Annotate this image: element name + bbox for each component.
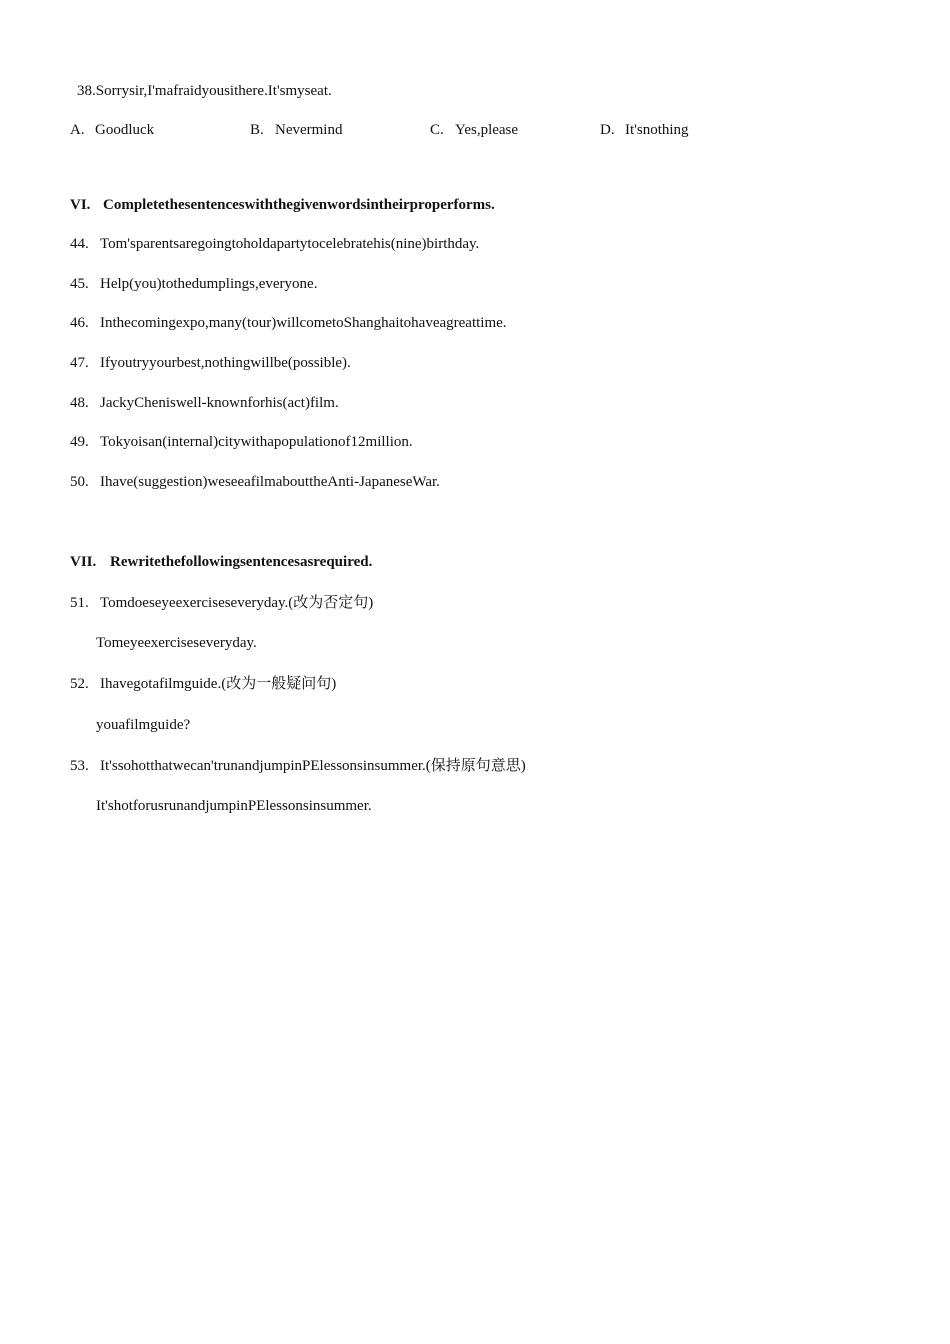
option-letter: A. [70, 122, 85, 138]
question-44 [70, 234, 479, 254]
question-50 [70, 472, 440, 492]
question-number: 51. [70, 595, 89, 611]
question-46 [70, 313, 507, 333]
question-text: It'ssohotthatwecan'trunandjumpinPElessonsinsummer.(保持原句意思) [100, 758, 526, 774]
option-letter: D. [600, 122, 615, 138]
option-c [430, 120, 518, 140]
option-b [250, 120, 342, 140]
answer-line-53: It'shotforusrunandjumpinPElessonsinsummer. [96, 798, 372, 814]
question-number: 48. [70, 395, 89, 411]
question-number: 46. [70, 315, 89, 331]
option-d [600, 120, 689, 140]
option-text: It'snothing [625, 122, 689, 138]
question-number: 45. [70, 276, 89, 292]
option-letter: B. [250, 122, 264, 138]
option-text: Nevermind [275, 122, 343, 138]
section-number: VI. [70, 197, 91, 213]
question-number: 53. [70, 758, 89, 774]
question-text: Ifyoutryyourbest,nothingwillbe(possible). [100, 355, 351, 371]
question-38-stem: 38.Sorrysir,I'mafraidyousithere.It'smyseat. [77, 83, 332, 99]
answer-line-51: Tomeyeexerciseseveryday. [96, 635, 257, 651]
question-text: Tokyoisan(internal)citywithapopulationof12million. [100, 434, 413, 450]
question-52 [70, 674, 336, 694]
option-text: Goodluck [95, 122, 155, 138]
question-text: Help(you)tothedumplings,everyone. [100, 276, 318, 292]
section-title: Completethesentenceswiththegivenwordsintheirproperforms. [103, 197, 495, 213]
question-text: Inthecomingexpo,many(tour)willcometoShanghaitohaveagreattime. [100, 315, 507, 331]
question-number: 44. [70, 236, 89, 252]
option-letter: C. [430, 122, 444, 138]
question-text: JackyCheniswell-knownforhis(act)film. [100, 395, 339, 411]
question-text: Ihave(suggestion)weseeafilmabouttheAnti-JapaneseWar. [100, 474, 440, 490]
question-48 [70, 393, 339, 413]
question-text: Tom'sparentsaregoingtoholdapartytocelebratehis(nine)birthday. [100, 236, 480, 252]
question-45 [70, 274, 317, 294]
question-number: 52. [70, 676, 89, 692]
question-number: 50. [70, 474, 89, 490]
question-text: Ihavegotafilmguide.(改为一般疑问句) [100, 676, 337, 692]
question-47 [70, 353, 351, 373]
question-text: Tomdoeseyeexerciseseveryday.(改为否定句) [100, 595, 374, 611]
section-number: VII. [70, 554, 97, 570]
option-a [70, 120, 154, 140]
option-text: Yes,please [455, 122, 519, 138]
section-vi-heading [70, 195, 495, 215]
question-number: 47. [70, 355, 89, 371]
section-vii-heading [70, 552, 372, 572]
question-53 [70, 756, 526, 776]
question-number: 49. [70, 434, 89, 450]
question-51 [70, 593, 373, 613]
question-49 [70, 432, 413, 452]
answer-line-52: youafilmguide? [96, 717, 191, 733]
section-title: Rewritethefollowingsentencesasrequired. [110, 554, 373, 570]
